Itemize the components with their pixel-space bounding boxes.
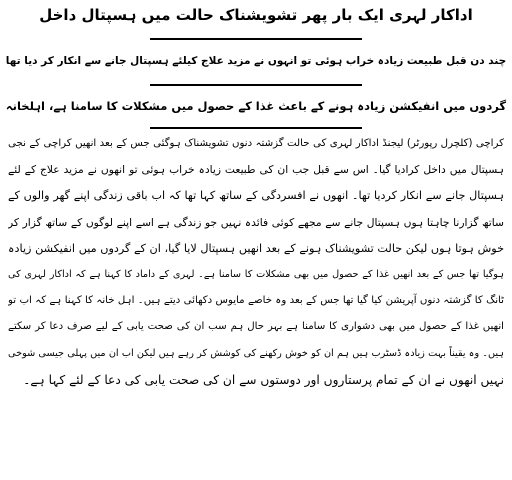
body-text-line: ہسپتال جانے سے انکار کردیا تھا۔ انھوں نے افسردگی کے ساتھ کہا تھا کہ اب باقی زندگی اپنے گھر والوں کے <box>8 189 504 203</box>
body-text-line: انھیں غذا کے حصول میں بھی دشواری کا سامنا ہے بہر حال ہم سب ان کی صحت یابی کے لیے صرف دعا کر سکتے <box>8 321 504 333</box>
body-text-line: نہیں انھوں نے ان کے تمام پرستاروں اور دوستوں سے ان کی صحت یابی کی دعا کے لئے کہا ہے۔ <box>23 372 504 387</box>
headline-divider <box>150 127 362 129</box>
body-text-line: ہوگیا تھا جس کے بعد انھیں غذا کے حصول میں بھی مشکلات کا سامنا ہے۔ لہری کے داماد کا کہنا ہے کہ اداکار لہری کی <box>8 268 504 280</box>
headline-divider <box>150 38 362 40</box>
headline-divider <box>150 84 362 86</box>
body-text-line: کراچی (کلچرل رپورٹر) لیجنڈ اداکار لہری کی حالت گزشتہ دنوں تشویشناک ہوگئی جس کے بعد انھیں کراچی کے نجی <box>8 138 504 149</box>
headline-sub: گردوں میں انفیکشن زیادہ ہونے کے باعث غذا کے حصول میں مشکلات کا سامنا ہے، اہلخانہ <box>5 99 507 113</box>
body-text-line: ٹانگ کا گزشتہ دنوں آپریشن کیا گیا تھا جس کے بعد وہ خاصے مایوس دکھائی دیتے ہیں۔ اہل خانہ کا کہنا ہے کہ اب تو <box>8 295 504 307</box>
headline-main: اداکار لہری ایک بار پھر تشویشناک حالت میں ہسپتال داخل <box>39 6 473 24</box>
body-text-line: ہسپتال میں داخل کرادیا گیا۔ اس سے قبل جب ان کی طبیعت زیادہ خراب ہوئی تو انھوں نے مزید علاج کے لئے <box>8 163 504 177</box>
article-body <box>8 131 504 393</box>
headline-sub: چند دن قبل طبیعت زیادہ خراب ہوئی تو انہوں نے مزید علاج کیلئے ہسپتال جانے سے انکار کر دیا تھا <box>5 55 507 67</box>
body-text-line: خوش ہوتا ہوں لیکن حالت تشویشناک ہونے کے بعد انھیں ہسپتال لایا گیا، ان کے گردوں میں انفیکشن زیادہ <box>8 241 504 255</box>
body-text-line: ہیں۔ وہ یقیناً بہت زیادہ ڈسٹرب ہیں ہم ان کو خوش رکھنے کی کوشش کر رہے ہیں لیکن اب ان میں پہلی جیسی شوخی <box>8 347 504 359</box>
body-text-line: ساتھ گزارنا چاہتا ہوں ہسپتال جانے سے مجھے کوئی فائدہ نہیں جو زندگی ہے اسے اپنے لوگوں کے ساتھ گزار کر <box>8 215 504 229</box>
